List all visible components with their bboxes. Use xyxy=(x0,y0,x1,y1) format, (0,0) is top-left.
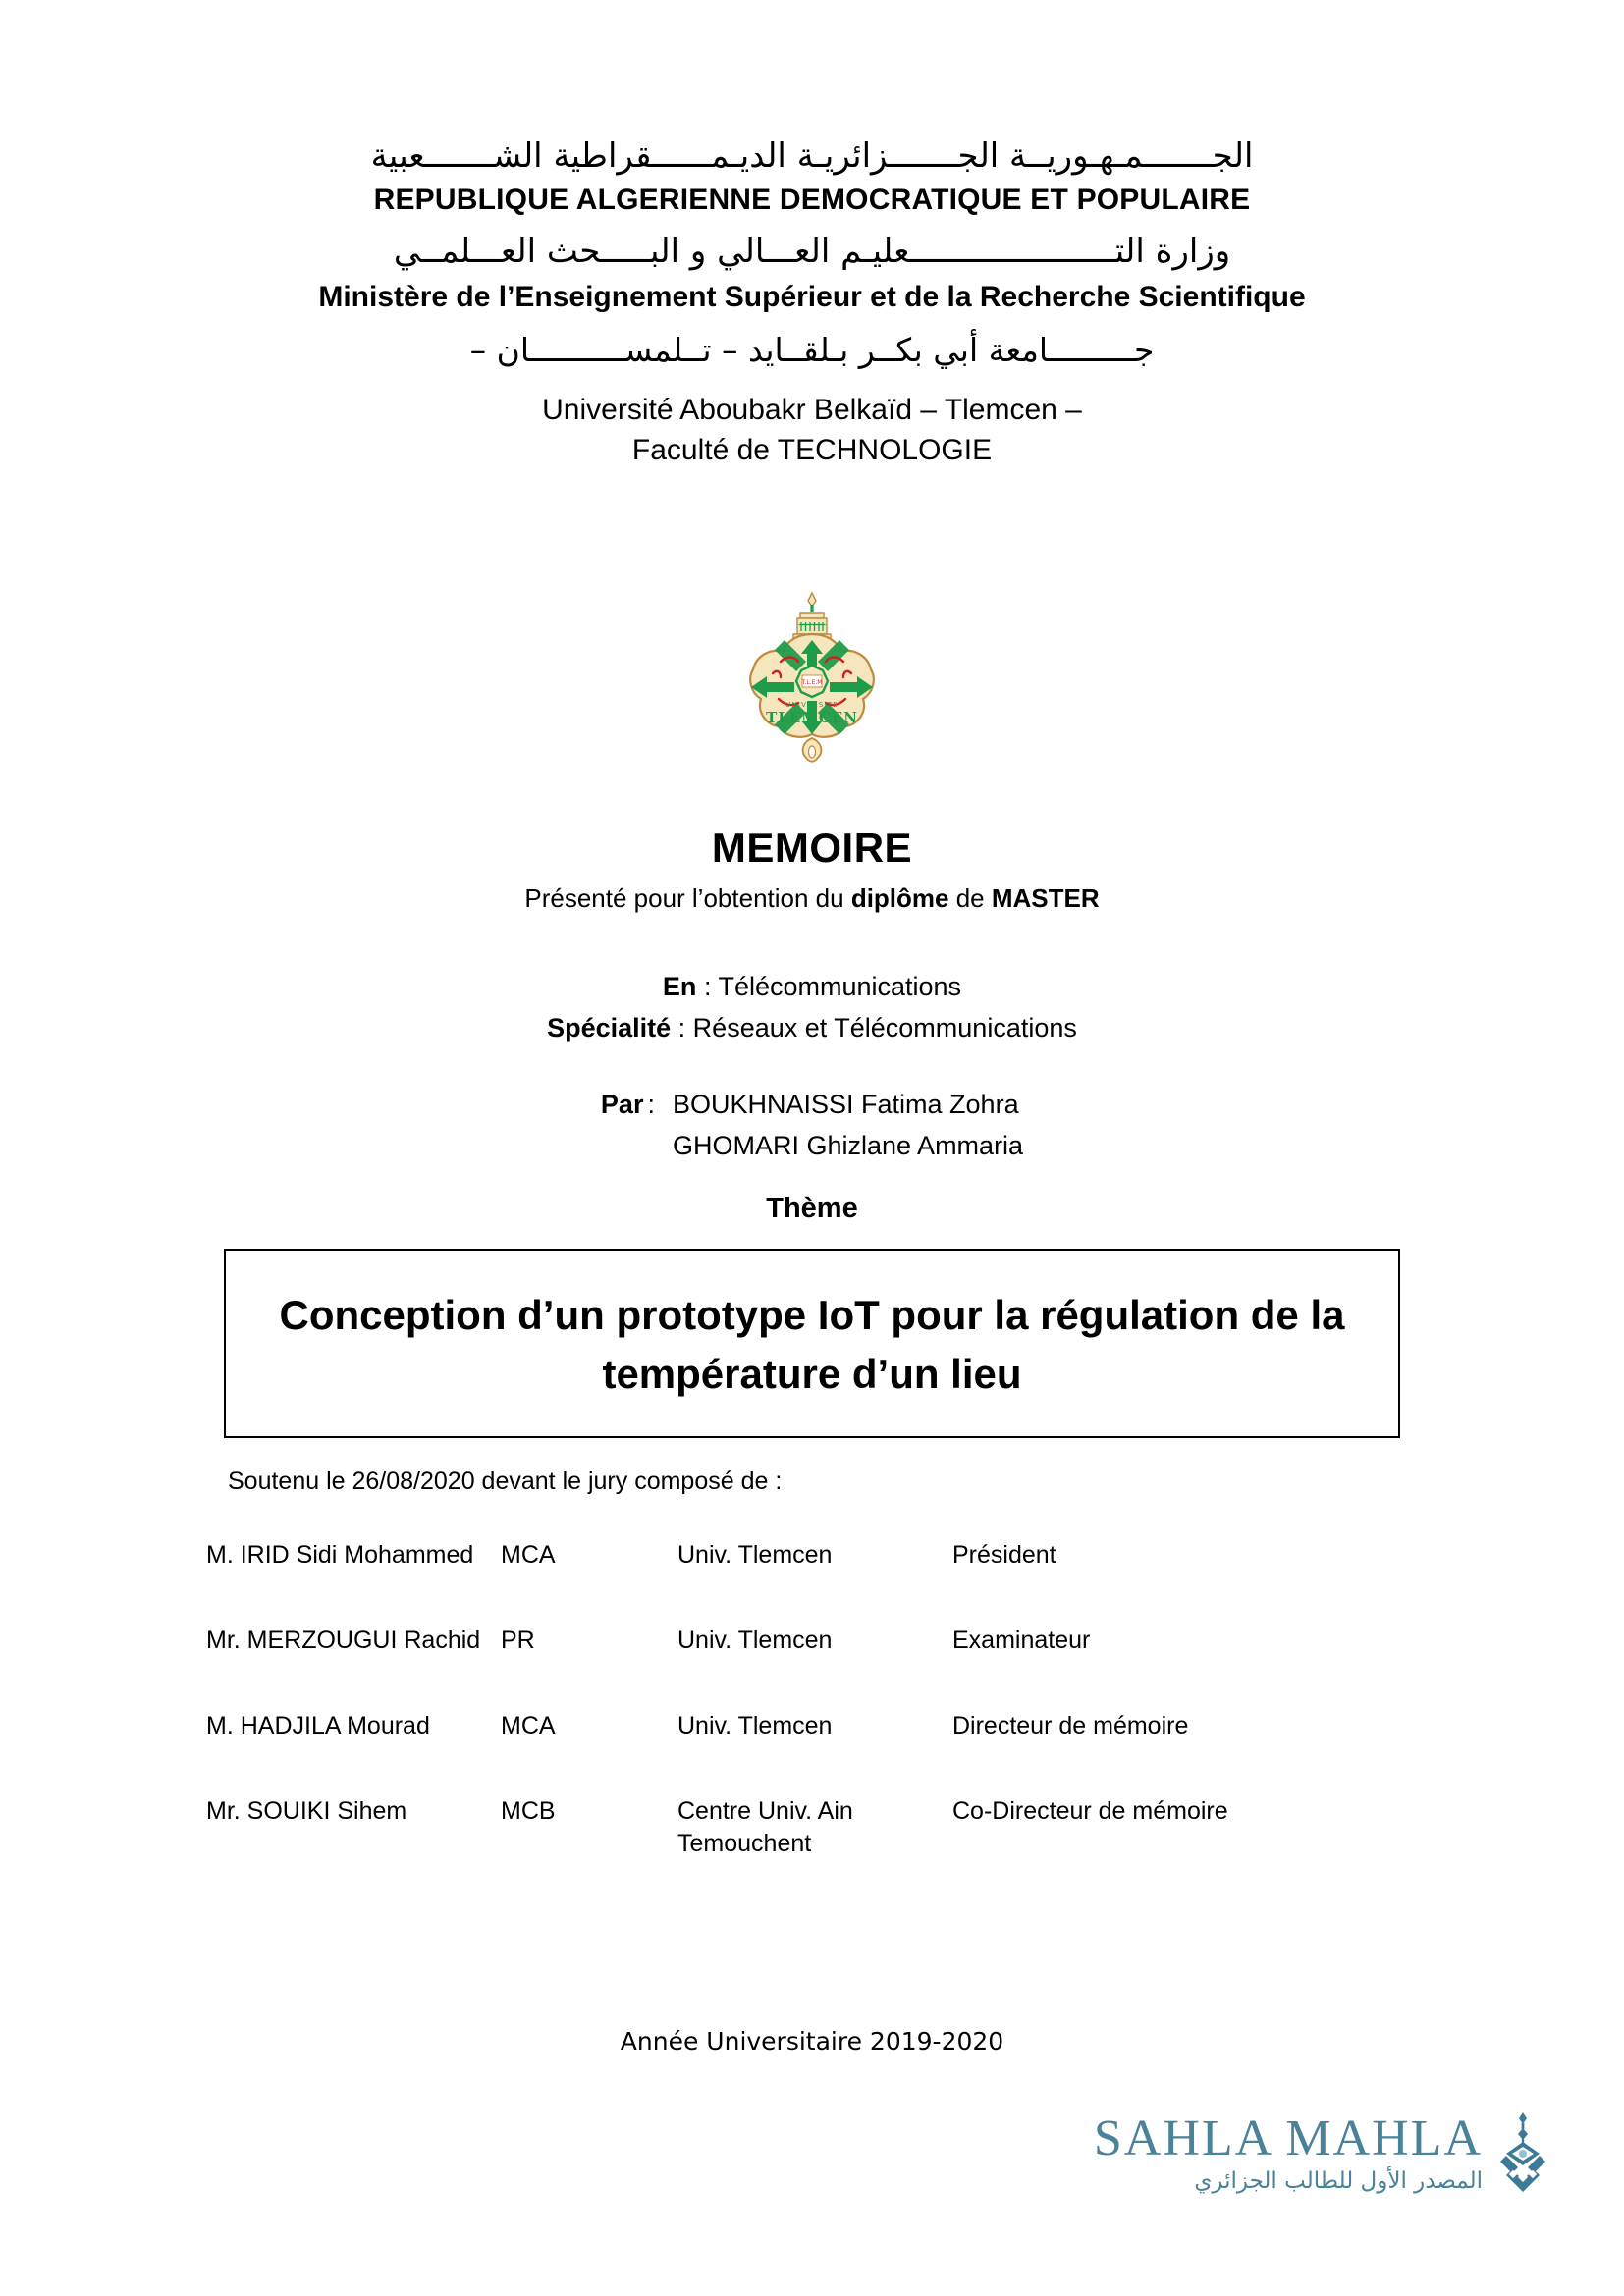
jury-member-affiliation: Centre Univ. Ain Temouchent xyxy=(677,1797,853,1857)
watermark-text xyxy=(1093,2109,1483,2194)
field-speciality-row xyxy=(0,1008,1624,1049)
table-row xyxy=(206,1625,1418,1710)
jury-member-role: Examinateur xyxy=(952,1627,1091,1654)
academic-year: Année Universitaire 2019-2020 xyxy=(620,2027,1004,2056)
arabic-ministry-line: وزارة التـــــــــــــــــــــعليـم العـــالي و البـــــحث العـــلمــي xyxy=(393,232,1231,272)
author-name-1: BOUKHNAISSI Fatima Zohra xyxy=(672,1090,1019,1119)
table-row xyxy=(206,1795,1418,1860)
author-row-second xyxy=(601,1126,1023,1167)
universite-tlemcen-emblem-icon xyxy=(724,589,900,766)
jury-member-name: M. IRID Sidi Mohammed xyxy=(206,1541,474,1569)
table-row xyxy=(206,1710,1418,1795)
french-faculty-line: Faculté de TECHNOLOGIE xyxy=(631,433,993,466)
svg-text:T.L.E.M: T.L.E.M xyxy=(801,679,823,686)
jury-member-role: Co-Directeur de mémoire xyxy=(952,1797,1228,1825)
document-header xyxy=(0,137,1624,470)
table-row xyxy=(206,1539,1418,1625)
emblem-caption-bottom: TLEMCEN xyxy=(766,709,858,726)
memoire-subtitle-prefix: Présenté pour l’obtention du xyxy=(524,883,851,913)
jury-member-grade: PR xyxy=(501,1627,535,1654)
theme-title: Conception d’un prototype IoT pour la régulation de la température d’un lieu xyxy=(279,1292,1345,1397)
field-block xyxy=(0,967,1624,1049)
arabic-university-line: جـــــــــامعة أبي بكــر بـلقــايد – تــلمســــــــــان – xyxy=(469,331,1155,370)
jury-member-name: Mr. MERZOUGUI Rachid xyxy=(206,1627,481,1654)
jury-member-affiliation: Univ. Tlemcen xyxy=(677,1627,833,1654)
authors-block xyxy=(0,1085,1624,1167)
jury-member-name: M. HADJILA Mourad xyxy=(206,1712,430,1739)
memoire-subtitle-diplome: diplôme xyxy=(850,883,949,913)
jury-member-affiliation: Univ. Tlemcen xyxy=(677,1541,833,1569)
field-en-label: En xyxy=(662,972,697,1001)
jury-member-role: Président xyxy=(952,1541,1056,1569)
sahla-mahla-watermark xyxy=(1094,2110,1553,2195)
french-university-line: Université Aboubakr Belkaïd – Tlemcen – xyxy=(542,394,1082,427)
theme-label: Thème xyxy=(766,1193,858,1224)
jury-member-role: Directeur de mémoire xyxy=(952,1712,1189,1739)
jury-member-grade: MCA xyxy=(501,1712,556,1739)
field-speciality-label: Spécialité xyxy=(547,1012,672,1042)
memoire-block xyxy=(0,825,1624,914)
sahla-mahla-logo-icon xyxy=(1492,2110,1553,2195)
watermark-subtitle: المصدر الأول للطالب الجزائري xyxy=(1194,2167,1483,2194)
emblem-caption-top: UNIVERSITE xyxy=(785,701,839,709)
jury-member-grade: MCB xyxy=(501,1797,556,1825)
memoire-subtitle-mid: de xyxy=(948,883,992,913)
authors-label: Par xyxy=(600,1090,644,1119)
watermark-title: SAHLA MAHLA xyxy=(1093,2109,1483,2166)
theme-box xyxy=(224,1249,1400,1438)
jury-table xyxy=(206,1539,1418,1860)
memoire-title: MEMOIRE xyxy=(711,825,913,871)
authors-colon: : xyxy=(647,1090,655,1119)
french-republic-line: REPUBLIQUE ALGERIENNE DEMOCRATIQUE ET POPULAIRE xyxy=(373,184,1251,217)
arabic-republic-line: الجـــــــمـهـوريــة الجـــــــزائريـة الديـمــــــقراطية الشـــــــعبية xyxy=(370,136,1254,176)
memoire-subtitle-master: MASTER xyxy=(991,883,1100,913)
jury-member-grade: MCA xyxy=(501,1541,556,1569)
author-row-first xyxy=(601,1085,1023,1126)
memoire-subtitle xyxy=(0,883,1624,914)
french-ministry-line: Ministère de l’Enseignement Supérieur et de la Recherche Scientifique xyxy=(318,281,1306,314)
field-en-value: : Télécommunications xyxy=(696,972,962,1001)
jury-member-affiliation: Univ. Tlemcen xyxy=(677,1712,833,1739)
jury-intro: Soutenu le 26/08/2020 devant le jury composé de : xyxy=(228,1468,783,1495)
jury-member-name: Mr. SOUIKI Sihem xyxy=(206,1797,407,1825)
field-speciality-value: : Réseaux et Télécommunications xyxy=(671,1012,1077,1042)
field-en-row xyxy=(0,967,1624,1008)
author-name-2: GHOMARI Ghizlane Ammaria xyxy=(672,1130,1024,1160)
